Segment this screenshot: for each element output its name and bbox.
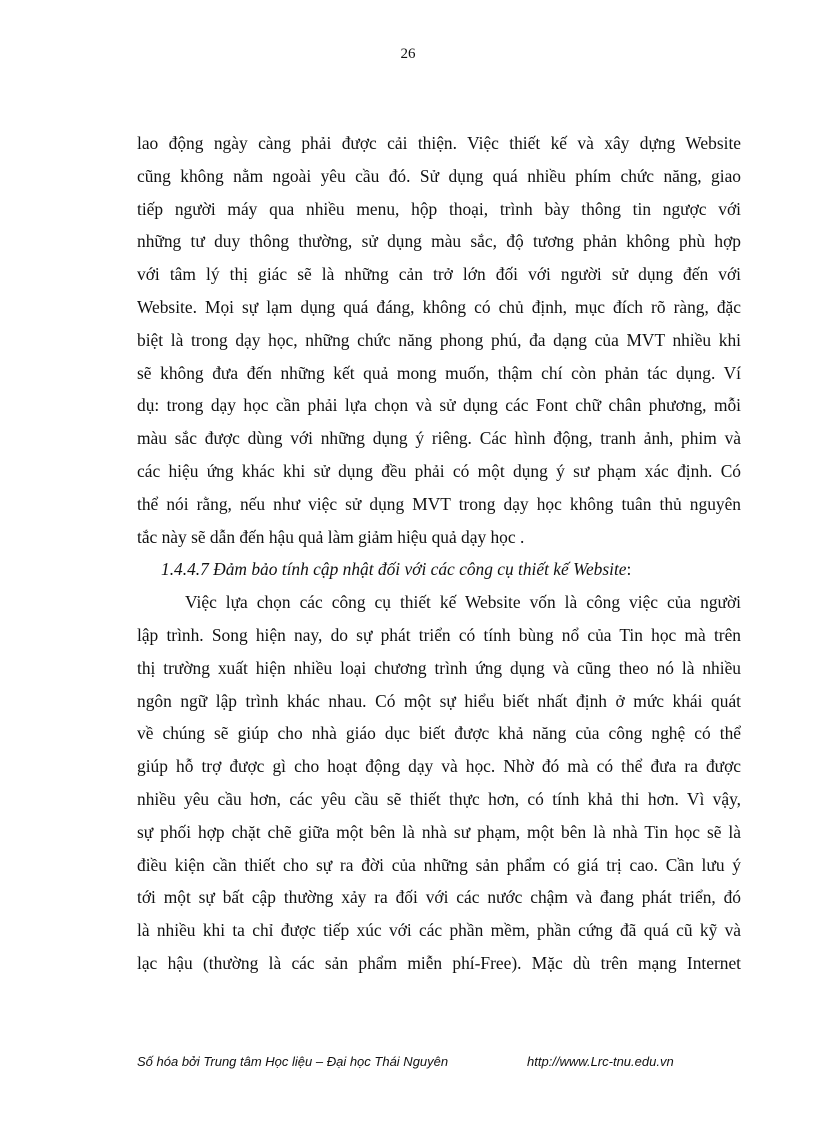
text-line: màu sắc được dùng với những dụng ý riêng. Các hình động, tranh ảnh, phim và bbox=[137, 428, 741, 449]
section-heading-text: 1.4.4.7 Đảm bảo tính cập nhật đối với các công cụ thiết kế Website bbox=[161, 559, 627, 580]
text-line: dụ: trong dạy học cần phải lựa chọn và sử dụng các Font chữ chân phương, mỗi bbox=[137, 395, 741, 416]
footer-url: http://www.Lrc-tnu.edu.vn bbox=[527, 1054, 674, 1069]
text-line: Việc lựa chọn các công cụ thiết kế Website vốn là công việc của người bbox=[185, 592, 741, 613]
text-line: biệt là trong dạy học, những chức năng phong phú, đa dạng của MVT nhiều khi bbox=[137, 329, 741, 350]
text-line: các hiệu ứng khác khi sử dụng đều phải có một dụng ý sư phạm xác định. Có bbox=[137, 460, 741, 481]
section-heading-suffix: : bbox=[626, 559, 632, 580]
text-line: tiếp người máy qua nhiều menu, hộp thoại, trình bày thông tin ngược với bbox=[137, 198, 741, 219]
text-line: nhiều yêu cầu hơn, các yêu cầu sẽ thiết thực hơn, có tính khả thi hơn. Vì vậy, bbox=[137, 788, 741, 809]
text-line: điều kiện cần thiết cho sự ra đời của những sản phẩm có giá trị cao. Cần lưu ý bbox=[137, 854, 741, 875]
body-text bbox=[137, 127, 741, 980]
text-line: những tư duy thông thường, sử dụng màu sắc, độ tương phản không phù hợp bbox=[137, 231, 741, 252]
text-line: cũng không nằm ngoài yêu cầu đó. Sử dụng quá nhiều phím chức năng, giao bbox=[137, 165, 741, 186]
text-line: thể nói rằng, nếu như việc sử dụng MVT trong dạy học không tuân thủ nguyên bbox=[137, 493, 741, 514]
page-number: 26 bbox=[400, 46, 416, 62]
section-heading bbox=[137, 553, 741, 586]
text-line: về chúng sẽ giúp cho nhà giáo dục biết được khả năng của công nghệ có thể bbox=[137, 723, 741, 744]
text-line: tắc này sẽ dẫn đến hậu quả làm giảm hiệu quả dạy học . bbox=[137, 526, 525, 547]
paragraph-1 bbox=[137, 127, 741, 553]
text-line: lao động ngày càng phải được cải thiện. Việc thiết kế và xây dựng Website bbox=[137, 133, 741, 153]
text-line: sự phối hợp chặt chẽ giữa một bên là nhà sư phạm, một bên là nhà Tin học sẽ là bbox=[137, 821, 741, 842]
paragraph-2 bbox=[137, 586, 741, 980]
text-line: lập trình. Song hiện nay, do sự phát triển có tính bùng nổ của Tin học mà trên bbox=[137, 624, 741, 645]
footer-source: Số hóa bởi Trung tâm Học liệu – Đại học Thái Nguyên bbox=[137, 1054, 449, 1069]
text-line: giúp hỗ trợ được gì cho hoạt động dạy và học. Nhờ đó mà có thể đưa ra được bbox=[137, 756, 741, 777]
text-line: thị trường xuất hiện nhiều loại chương trình ứng dụng và cũng theo nó là nhiều bbox=[137, 657, 741, 678]
text-line: sẽ không đưa đến những kết quả mong muốn, thậm chí còn phản tác dụng. Ví bbox=[137, 362, 741, 383]
text-line: lạc hậu (thường là các sản phẩm miễn phí-Free). Mặc dù trên mạng Internet bbox=[137, 952, 741, 973]
text-line: với tâm lý thị giác sẽ là những cản trở lớn đối với người sử dụng đến với bbox=[137, 264, 741, 285]
text-line: ngôn ngữ lập trình khác nhau. Có một sự hiểu biết nhất định ở mức khái quát bbox=[137, 690, 741, 711]
text-line: tới một sự bất cập thường xảy ra đối với các nước chậm và đang phát triển, đó bbox=[137, 887, 741, 908]
text-line: là nhiều khi ta chỉ được tiếp xúc với các phần mềm, phần cứng đã quá cũ kỹ và bbox=[137, 920, 741, 941]
text-line: Website. Mọi sự lạm dụng quá đáng, không có chủ định, mục đích rõ ràng, đặc bbox=[137, 296, 741, 317]
